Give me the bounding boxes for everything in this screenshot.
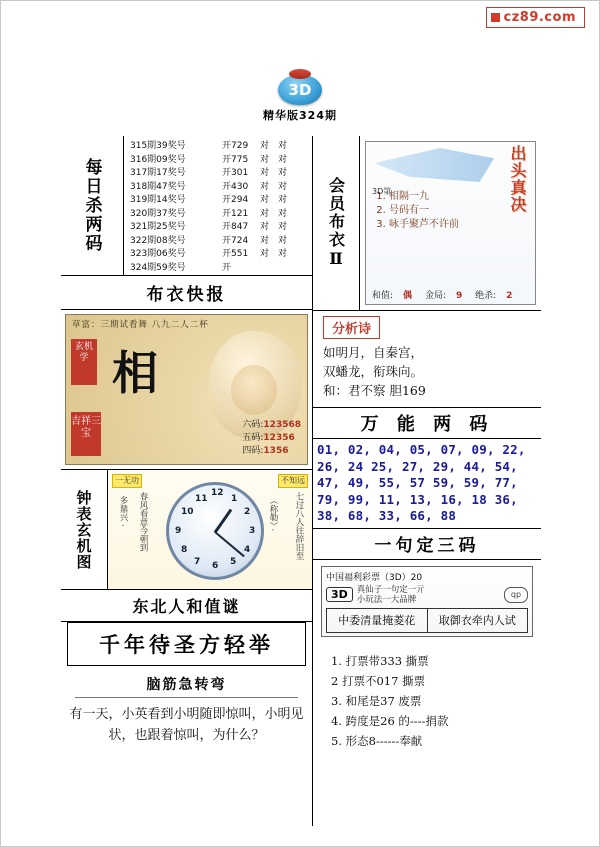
table-row [130, 181, 309, 195]
code-row [242, 445, 301, 458]
ticket-brand-row [326, 585, 528, 605]
row-mark2: 对 [278, 195, 288, 205]
list-item: 4. 跨度是26 的----捐款 [331, 713, 449, 728]
row-open: 开724 [222, 235, 249, 246]
poster-ribbon: 出头真决 [508, 145, 527, 213]
watermark-text: cz89.com [503, 10, 576, 25]
footer-key: 和值: [372, 291, 394, 301]
member-poster [365, 141, 536, 305]
xuanji-image [65, 314, 308, 465]
ticket-slogan-2: 小玩法一大品牌 [356, 594, 417, 605]
list-item: 2. 号码有一 [389, 204, 530, 218]
row-mark2 [278, 262, 296, 276]
table-row [130, 262, 309, 276]
row-mark1: 对 [260, 141, 270, 151]
row-mark2: 对 [278, 222, 288, 232]
clock-vtext-1: 春风看意今朝到 [138, 492, 148, 552]
row-issue: 321期25奖号 [130, 222, 186, 232]
clock-number: 9 [175, 526, 182, 536]
kuaibao-title: 布衣快报 [61, 276, 312, 310]
footer-key: 金局: [424, 291, 446, 301]
clock-number: 2 [244, 507, 251, 517]
list-item: 1. 打票带333 撕票 [331, 653, 429, 668]
list-item: 3. 咏手聚芦不许前 [389, 218, 530, 232]
list-item: 1. 相隔一九 [389, 190, 530, 204]
table-row [130, 194, 309, 208]
row-issue: 324期59奖号 [130, 262, 186, 273]
row-open: 开775 [222, 154, 249, 165]
brain-teaser-title: 脑筋急转弯 [75, 674, 298, 698]
analysis-title: 分析诗 [323, 316, 380, 339]
row-mark1: 对 [260, 222, 270, 232]
clock-minute-hand [214, 531, 244, 557]
code-value: 123568 [263, 420, 301, 430]
row-mark1: 对 [260, 181, 270, 192]
clock-vtext-0: 多鼎兴· [118, 496, 128, 532]
clock-tag-right: 不知远 [278, 474, 308, 488]
clock-tag-left: 一无功 [112, 474, 142, 488]
clock-number: 4 [244, 545, 251, 555]
code-value: 12356 [263, 433, 295, 443]
picture-top-line: 草富：三期试看舞 八九二人二杯 [72, 320, 209, 330]
row-issue: 317期17奖号 [130, 168, 186, 178]
brain-teaser-text: 有一天，小英看到小明随即惊叫，小明见状，也跟着惊叫，为什么？ [69, 707, 304, 743]
row-mark2: 对 [278, 141, 288, 151]
analysis-line: 如明月，自秦宫， [323, 345, 424, 360]
row-mark2: 对 [278, 249, 288, 259]
brain-teaser-block [61, 670, 312, 752]
wanneng-title: 万 能 两 码 [360, 414, 494, 435]
seal-bottom: 吉祥三宝 [71, 412, 101, 456]
clock-hour-hand [214, 509, 233, 534]
ticket-qp-icon: qp [504, 587, 528, 603]
poster-3d-label: 3D第 [372, 187, 392, 196]
footer-pair [475, 291, 512, 301]
table-row [130, 208, 309, 222]
code-value: 1356 [263, 446, 289, 456]
analysis-lines [323, 343, 541, 400]
row-mark1: 对 [260, 168, 270, 178]
kill-two-block [61, 136, 312, 276]
row-mark1: 对 [260, 195, 270, 205]
code-row [242, 419, 301, 432]
right-column [313, 136, 541, 826]
clock-number: 6 [212, 561, 219, 571]
clock-vtext-3: 七过八人往辞旧至 [294, 492, 304, 560]
clock-illustration [108, 470, 312, 589]
row-issue: 323期06奖号 [130, 249, 186, 259]
riddle-text: 千年待圣方轻举 [67, 622, 306, 666]
tips-list [313, 643, 541, 751]
logo-3d-icon: 3D [278, 75, 322, 105]
row-issue: 322期08奖号 [130, 235, 186, 246]
clock-number: 5 [230, 557, 237, 567]
row-open: 开 [222, 262, 232, 273]
code-list [242, 419, 301, 458]
clock-number: 3 [249, 526, 256, 536]
clock-number: 8 [181, 545, 188, 555]
ticket-slogan [357, 585, 425, 605]
clock-block [61, 470, 312, 590]
row-mark2: 对 [278, 154, 288, 165]
list-item: 3. 和尾是37 废票 [331, 693, 422, 708]
member-card [360, 136, 541, 310]
ticket-title: 中国福利彩票（3D）20 [326, 572, 423, 583]
code-label: 六码: [242, 420, 264, 430]
footer-value: 2 [506, 291, 513, 301]
kill-two-title: 每日杀两码 [61, 136, 124, 275]
lottery-ticket [321, 566, 533, 637]
row-mark2: 对 [278, 235, 288, 246]
issue-label: 精华版324期 [263, 109, 337, 122]
code-label: 五码: [242, 433, 264, 443]
row-open: 开430 [222, 181, 249, 192]
footer-pair [372, 291, 412, 301]
clock-number: 7 [194, 557, 201, 567]
header-logo [1, 75, 599, 123]
clock-number: 11 [195, 494, 208, 504]
row-mark1: 对 [260, 208, 270, 219]
ticket-slogan-1: 真仙子一句定一亓 [356, 584, 425, 595]
ticket-cell-left: 中委清量掩菱花 [338, 613, 416, 627]
table-row [130, 167, 309, 181]
site-watermark [486, 7, 586, 28]
member-footer [372, 288, 522, 301]
clock-number: 1 [231, 494, 238, 504]
row-mark1: 对 [260, 154, 270, 165]
table-row [130, 154, 309, 168]
big-character: 相 [112, 346, 158, 400]
row-open: 开847 [222, 222, 249, 232]
ticket-3d-icon: 3D [326, 587, 353, 602]
analysis-line: 双蟠龙，衔珠向。 [323, 364, 424, 379]
riddle-title: 东北人和值谜 [61, 590, 312, 622]
clock-face-icon [166, 482, 264, 580]
row-issue: 318期47奖号 [130, 181, 186, 192]
ticket-cells [326, 608, 528, 633]
row-mark1 [260, 262, 278, 276]
yijuding-title: 一句定三码 [313, 529, 541, 560]
wanneng-numbers: 01, 02, 04, 05, 07, 09, 22, 26, 24 25, 27, 29, 44, 54, 47, 49, 55, 57 59, 59, 77, 79, 99, 11, 13, 16, 18 36, 38, 68, 33, 66, 88 [313, 438, 541, 529]
row-mark1: 对 [260, 249, 270, 259]
footer-pair [425, 291, 462, 301]
member-title: 会员布衣Ⅱ [313, 136, 360, 310]
row-open: 开294 [222, 195, 249, 205]
content-grid [61, 136, 541, 826]
xuanji-picture-block [61, 310, 312, 470]
list-item: 2 打票不017 撕票 [331, 673, 426, 688]
row-issue: 315期39奖号 [130, 141, 186, 151]
seal-top: 玄机学 [71, 339, 97, 385]
footer-value: 9 [455, 291, 463, 301]
row-issue: 320期37奖号 [130, 208, 186, 219]
clock-vtext-2: （称勒）· [268, 496, 278, 536]
row-issue: 319期14奖号 [130, 195, 186, 205]
plane-icon [374, 148, 494, 182]
code-label: 四码: [242, 446, 264, 456]
row-mark2: 对 [278, 181, 288, 192]
left-column [61, 136, 313, 826]
kill-two-rows [124, 136, 312, 275]
table-row [130, 221, 309, 235]
footer-key: 绝杀: [475, 291, 497, 301]
code-row [242, 432, 301, 445]
row-open: 开551 [222, 249, 249, 259]
clock-title: 钟表玄机图 [61, 470, 108, 589]
footer-value: 偶 [403, 291, 413, 301]
row-mark2: 对 [278, 168, 288, 178]
member-block [313, 136, 541, 311]
analysis-block [313, 311, 541, 408]
table-row [130, 235, 309, 249]
ticket-cell-right: 取御衣牵内人试 [427, 609, 528, 632]
row-open: 开121 [222, 208, 249, 219]
clock-number: 10 [181, 507, 194, 517]
row-mark1: 对 [260, 235, 270, 246]
row-issue: 316期09奖号 [130, 154, 186, 165]
row-open: 开301 [222, 168, 249, 178]
watermark-dot-icon [491, 13, 500, 22]
clock-number: 12 [211, 488, 224, 498]
row-mark2: 对 [278, 208, 288, 219]
table-row [130, 248, 309, 262]
list-item: 5. 形态8------奉献 [331, 733, 423, 748]
table-row [130, 140, 309, 154]
analysis-line: 和：君不察 胆169 [323, 383, 426, 398]
row-open: 开729 [222, 141, 249, 151]
